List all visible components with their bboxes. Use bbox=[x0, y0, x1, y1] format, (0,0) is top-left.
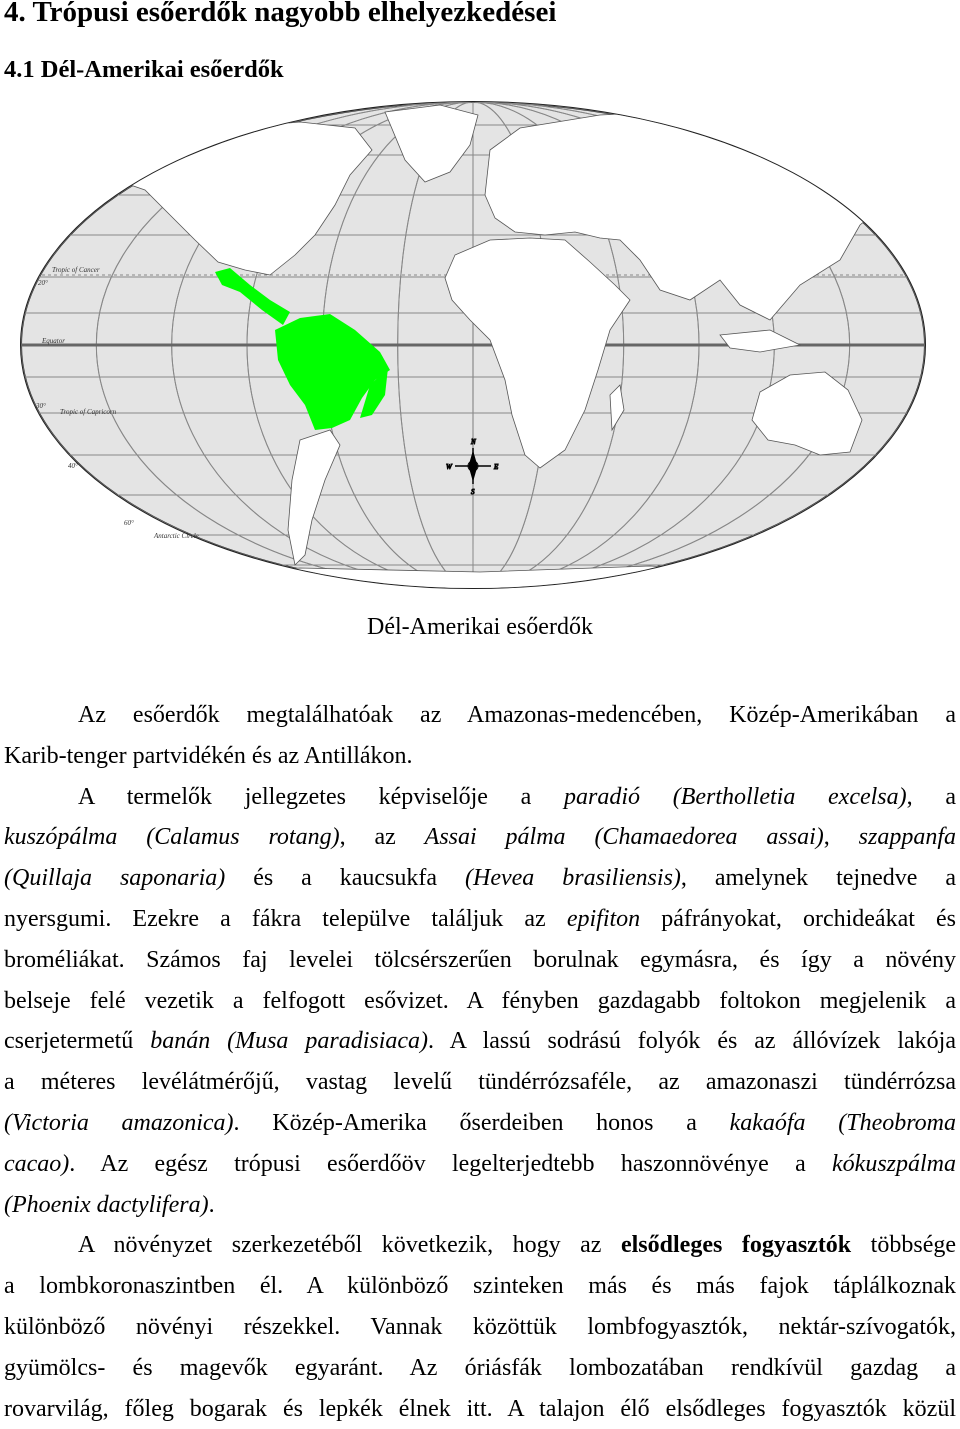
text-segment: cserjetermetű bbox=[4, 1028, 150, 1054]
text-segment: páfrányokat, orchideákat és bbox=[640, 906, 956, 932]
italic-text: kókuszpálma bbox=[832, 1151, 956, 1177]
map-caption: Dél-Amerikai esőerdők bbox=[0, 614, 960, 641]
label-lat-20: 20° bbox=[38, 279, 48, 287]
text-line bbox=[4, 777, 956, 818]
text-segment: belseje felé vezetik a felfogott esővizet. A fényben gazdagabb foltokon megjelenik a bbox=[4, 988, 956, 1014]
text-segment: broméliákat. Számos faj levelei tölcsérszerűen borulnak egymásra, és így a növény bbox=[4, 947, 956, 973]
text-segment: , amelynek tejnedve a bbox=[681, 865, 956, 891]
text-line bbox=[4, 1021, 956, 1062]
text-line bbox=[4, 1225, 956, 1266]
italic-text: kakaófa (Theobroma bbox=[730, 1110, 956, 1136]
text-line bbox=[4, 1266, 956, 1307]
text-line bbox=[4, 1185, 956, 1226]
italic-text: (Victoria amazonica) bbox=[4, 1110, 234, 1136]
text-segment: . Az egész trópusi esőerdőöv legelterjedtebb haszonnövénye a bbox=[69, 1151, 832, 1177]
italic-text: szappanfa bbox=[859, 824, 956, 850]
italic-text: (Phoenix dactylifera) bbox=[4, 1192, 209, 1218]
text-segment: , a bbox=[907, 784, 956, 810]
text-line bbox=[4, 695, 956, 736]
text-segment: Az esőerdők megtalálhatóak az Amazonas-medencében, Közép-Amerikában a bbox=[78, 702, 956, 728]
compass-s: S bbox=[471, 488, 475, 496]
text-segment: és a kaucsukfa bbox=[225, 865, 465, 891]
text-segment: , az bbox=[340, 824, 425, 850]
compass-w: W bbox=[446, 463, 453, 471]
text-line bbox=[4, 736, 956, 777]
text-line bbox=[4, 1307, 956, 1348]
label-tropic-of-cancer: Tropic of Cancer bbox=[52, 266, 100, 274]
italic-text: (Hevea brasiliensis) bbox=[465, 865, 681, 891]
italic-text: Assai pálma (Chamaedorea assai) bbox=[425, 824, 824, 850]
compass-n: N bbox=[470, 438, 476, 446]
page-heading: 4. Trópusi esőerdők nagyobb elhelyezkedései bbox=[4, 0, 556, 29]
text-segment: , bbox=[824, 824, 859, 850]
italic-text: cacao) bbox=[4, 1151, 69, 1177]
italic-text: paradió (Bertholletia excelsa) bbox=[564, 784, 907, 810]
text-line bbox=[4, 817, 956, 858]
text-segment: nyersgumi. Ezekre a fákra települve találjuk az bbox=[4, 906, 567, 932]
section-heading: 4.1 Dél-Amerikai esőerdők bbox=[4, 56, 284, 84]
label-lat-30: 30° bbox=[35, 402, 46, 410]
text-segment: A termelők jellegzetes képviselője a bbox=[78, 784, 564, 810]
text-segment: rovarvilág, főleg bogarak és lepkék élnek itt. A talajon élő elsődleges fogyasztók közül bbox=[4, 1396, 956, 1422]
italic-text: epifiton bbox=[567, 906, 640, 932]
text-segment: a méteres levélátmérőjű, vastag levelű tündérrózsaféle, az amazonaszi tündérrózsa bbox=[4, 1069, 956, 1095]
text-segment: . bbox=[209, 1192, 215, 1218]
text-segment: A növényzet szerkezetéből következik, hogy az bbox=[78, 1232, 621, 1258]
text-line bbox=[4, 981, 956, 1022]
label-lat-40: 40° bbox=[68, 462, 78, 470]
text-segment: Karib-tenger partvidékén és az Antillákon. bbox=[4, 743, 413, 769]
bold-text: elsődleges fogyasztók bbox=[621, 1232, 851, 1258]
text-line bbox=[4, 1062, 956, 1103]
text-line bbox=[4, 940, 956, 981]
text-segment: a lombkoronaszintben él. A különböző szinteken más és más fajok táplálkoznak bbox=[4, 1273, 956, 1299]
text-line bbox=[4, 1389, 956, 1429]
italic-text: (Quillaja saponaria) bbox=[4, 865, 225, 891]
text-line bbox=[4, 858, 956, 899]
world-map bbox=[0, 98, 960, 598]
text-segment: többsége bbox=[851, 1232, 956, 1258]
compass-e: E bbox=[493, 463, 499, 471]
text-segment: . A lassú sodrású folyók és az állóvízek lakója bbox=[428, 1028, 956, 1054]
body-text bbox=[4, 695, 956, 1429]
label-antarctic-circle: Antarctic Circle bbox=[153, 532, 199, 540]
text-segment: gyümölcs- és magevők egyaránt. Az óriásfák lombozatában rendkívül gazdag a bbox=[4, 1355, 956, 1381]
text-segment: különböző növényi részekkel. Vannak közöttük lombfogyasztók, nektár-szívogatók, bbox=[4, 1314, 956, 1340]
label-equator: Equator bbox=[41, 337, 65, 345]
label-lat-60: 60° bbox=[124, 519, 134, 527]
italic-text: banán (Musa paradisiaca) bbox=[150, 1028, 428, 1054]
text-line bbox=[4, 899, 956, 940]
italic-text: kuszópálma (Calamus rotang) bbox=[4, 824, 340, 850]
text-line bbox=[4, 1103, 956, 1144]
text-segment: . Közép-Amerika őserdeiben honos a bbox=[234, 1110, 730, 1136]
text-line bbox=[4, 1144, 956, 1185]
text-line bbox=[4, 1348, 956, 1389]
label-tropic-of-capricorn: Tropic of Capricorn bbox=[60, 408, 117, 416]
